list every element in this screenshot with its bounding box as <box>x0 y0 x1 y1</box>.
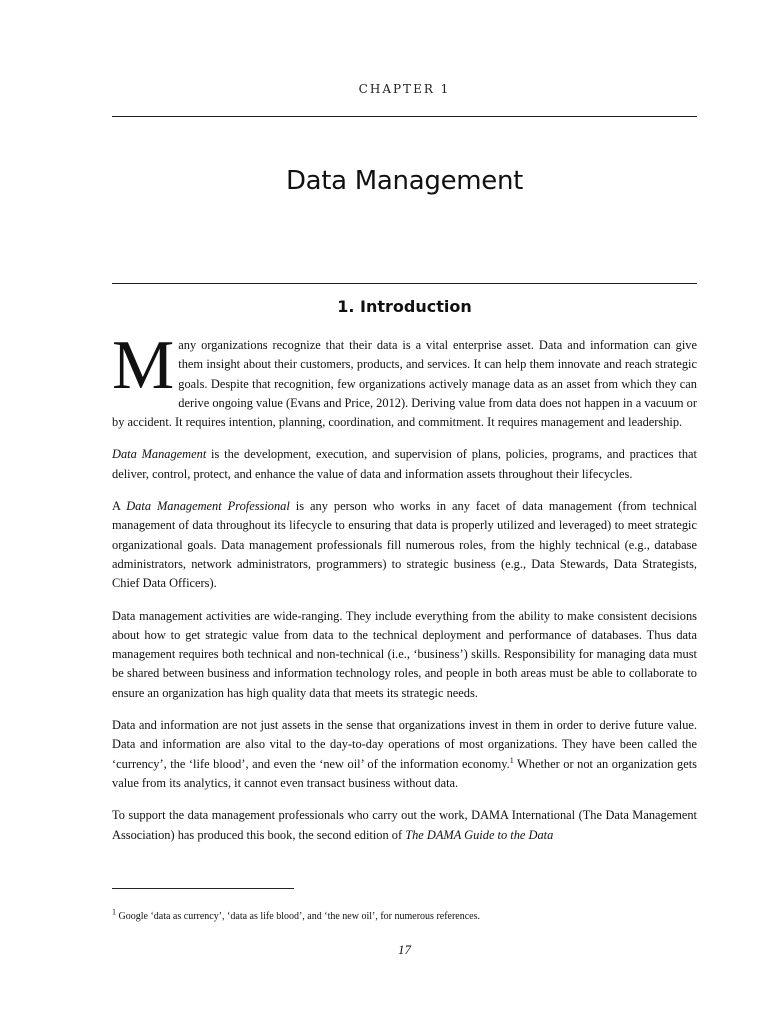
chapter-label: CHAPTER 1 <box>358 82 451 96</box>
paragraph-5-text-after: Whether or not an organization gets value from its analytics, it cannot even transact business without data. <box>112 756 697 790</box>
section-heading: 1. Introduction <box>337 297 472 316</box>
body-text <box>112 327 697 858</box>
header-rule-bottom <box>112 283 697 284</box>
paragraph-1 <box>112 327 697 432</box>
header-rule-top <box>112 116 697 117</box>
chapter-title: Data Management <box>285 166 524 196</box>
term-data-management-professional: Data Management Professional <box>126 499 290 514</box>
page-number: 17 <box>398 942 411 957</box>
term-data-management: Data Management <box>112 447 207 462</box>
paragraph-1-text: any organizations recognize that their data is a vital enterprise asset. Data and information can give them insight about their customers, products, and services. It can help them innovate and reach strategic goals. Despite that recognition, few organizations actively manage data as an asset from which they can derive ongoing value (Evans and Price, 2012). Deriving value from data does not happen in a vacuum or by accident. It requires intention, planning, coordination, and commitment. It requires management and leadership. <box>112 338 697 430</box>
paragraph-5-text-before: Data and information are not just assets in the sense that organizations invest in them in order to derive future value. Data and information are also vital to the day-to-day operations of most organizations. They have been called the ‘currency’, the ‘life blood’, and even the ‘new oil’ of the information economy. <box>112 718 697 771</box>
paragraph-5 <box>112 716 697 793</box>
footnote-reference: 1 <box>509 755 514 765</box>
paragraph-3 <box>112 497 697 593</box>
footnote-rule <box>112 888 294 889</box>
paragraph-3-text: is any person who works in any facet of data management (from technical management of data throughout its lifecycle to ensuring that data is properly utilized and leveraged) to meet strategic organizational goals. Data management professionals fill numerous roles, from the highly technical (e.g., database administrators, network administrators, programmers) to strategic business (e.g., Data Stewards, Data Strategists, Chief Data Officers). <box>112 499 697 591</box>
paragraph-4-text: Data management activities are wide-ranging. They include everything from the ability to make consistent decisions about how to get strategic value from data to the technical deployment and performance of databases. Thus data management requires both technical and non-technical (i.e., ‘business’) skills. Responsibility for managing data must be shared between business and information technology roles, and people in both areas must be able to collaborate to ensure an organization has high quality data that meets its strategic needs. <box>112 608 697 700</box>
footnote-text: Google ‘data as currency’, ‘data as life blood’, and ‘the new oil’, for numerous references. <box>116 911 481 922</box>
book-title: The DAMA Guide to the Data <box>405 827 554 842</box>
drop-cap: M <box>112 327 175 404</box>
paragraph-6 <box>112 806 697 845</box>
footnote <box>112 907 697 924</box>
paragraph-2 <box>112 445 697 484</box>
paragraph-2-text: is the development, execution, and supervision of plans, policies, programs, and practices that deliver, control, protect, and enhance the value of data and information assets throughout their lifecycles. <box>112 447 697 481</box>
paragraph-4 <box>112 607 697 703</box>
paragraph-6-text: To support the data management professionals who carry out the work, DAMA International (The Data Management Association) has produced this book, the second edition of <box>112 808 697 842</box>
paragraph-3-prefix: A <box>112 499 127 514</box>
footnote-marker: 1 <box>112 907 116 917</box>
